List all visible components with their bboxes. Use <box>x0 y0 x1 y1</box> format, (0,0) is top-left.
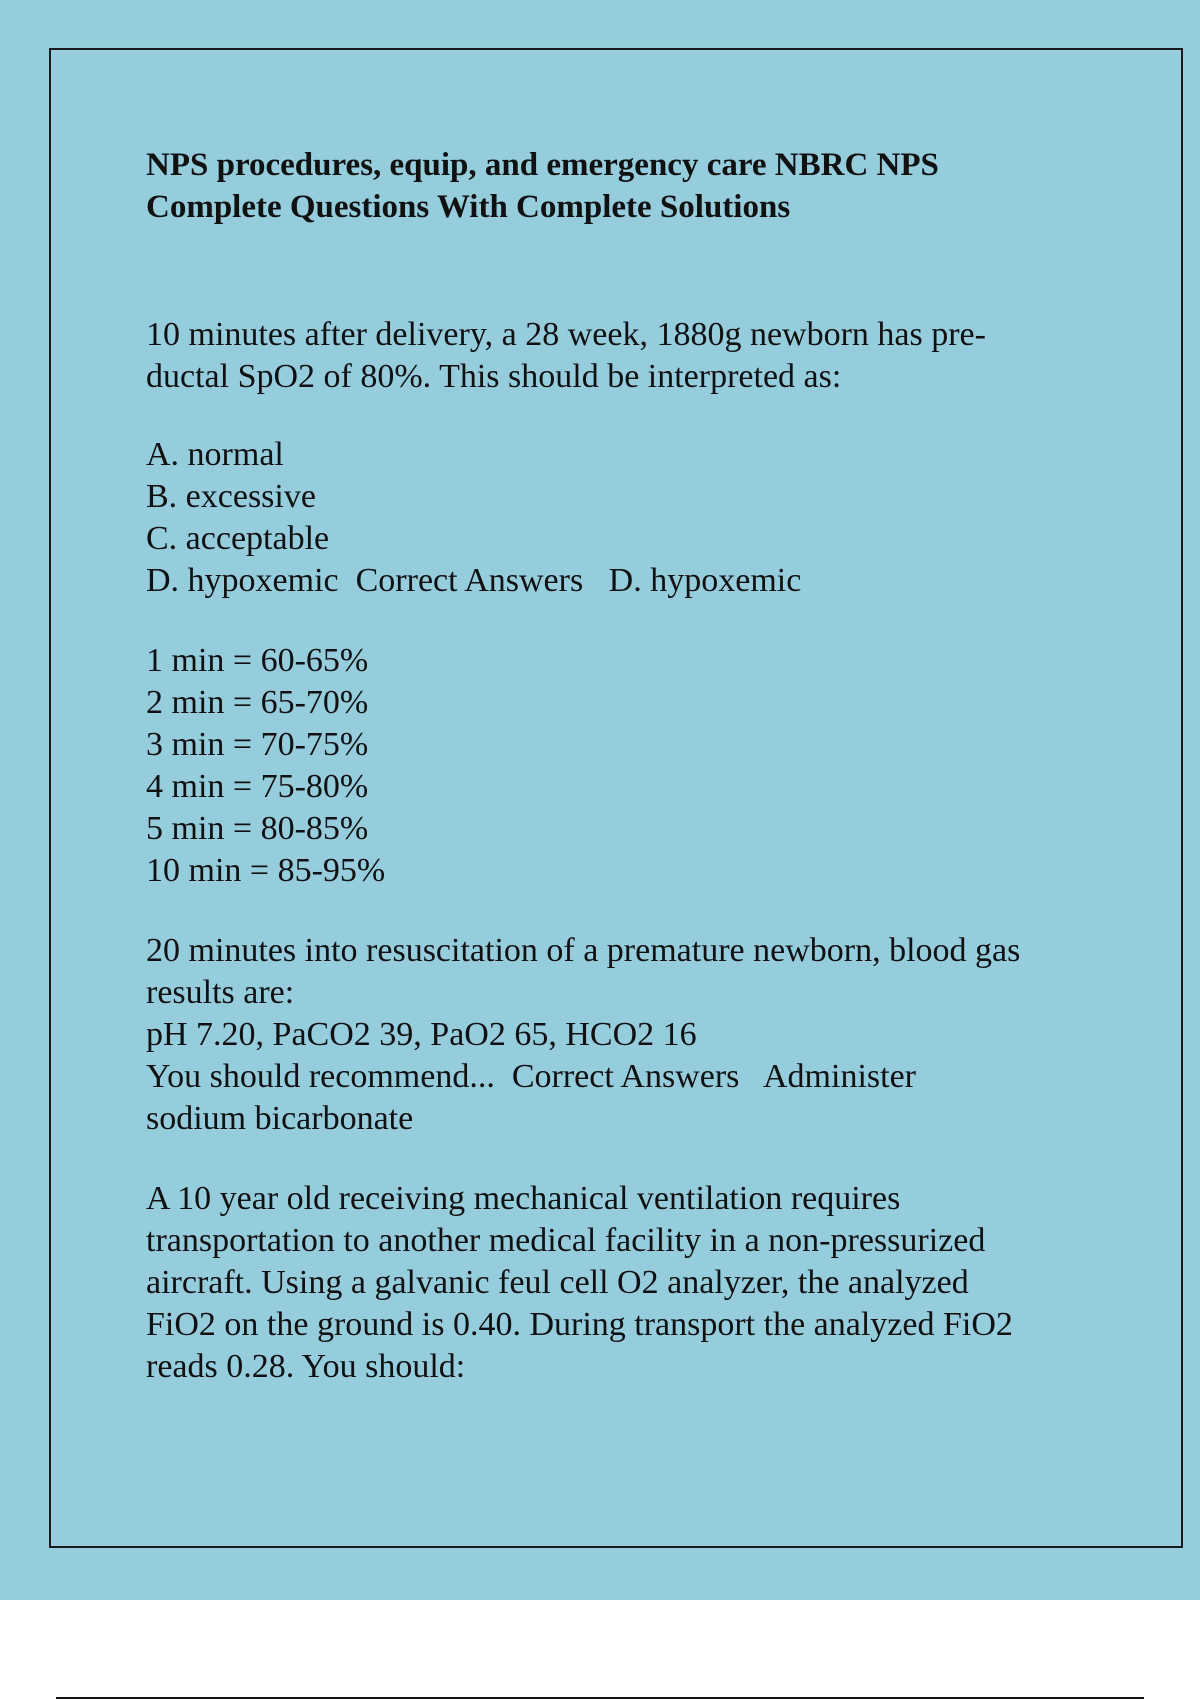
question-line: sodium bicarbonate <box>146 1100 414 1137</box>
question-line: results are: <box>146 974 295 1011</box>
explanation-line: 5 min = 80-85% <box>146 810 369 847</box>
question-line: 20 minutes into resuscitation of a premature newborn, blood gas <box>146 932 1021 969</box>
question-line: You should recommend... Correct Answers Administer <box>146 1058 916 1095</box>
question-2-text <box>146 930 1106 1140</box>
question-line: ductal SpO2 of 80%. This should be interpreted as: <box>146 358 842 395</box>
question-3-text <box>146 1178 1106 1388</box>
explanation-line: 3 min = 70-75% <box>146 726 369 763</box>
answer-option: C. acceptable <box>146 520 330 557</box>
answer-option: D. hypoxemic Correct Answers D. hypoxemic <box>146 562 802 599</box>
question-line: transportation to another medical facility in a non-pressurized <box>146 1222 986 1259</box>
question-line: A 10 year old receiving mechanical ventilation requires <box>146 1180 901 1217</box>
document-title <box>146 144 1106 228</box>
question-line: FiO2 on the ground is 0.40. During transport the analyzed FiO2 <box>146 1306 1013 1343</box>
explanation-line: 10 min = 85-95% <box>146 852 386 889</box>
answer-option: A. normal <box>146 436 284 473</box>
title-line: NPS procedures, equip, and emergency care NBRC NPS <box>146 147 939 183</box>
bottom-divider <box>56 1697 1144 1699</box>
explanation-line: 2 min = 65-70% <box>146 684 369 721</box>
question-line: reads 0.28. You should: <box>146 1348 466 1385</box>
document-content <box>146 144 1106 1388</box>
question-1-text <box>146 314 1106 398</box>
question-line: 10 minutes after delivery, a 28 week, 1880g newborn has pre- <box>146 316 986 353</box>
question-1-options <box>146 434 1106 602</box>
title-line: Complete Questions With Complete Solutions <box>146 189 791 225</box>
question-line: aircraft. Using a galvanic feul cell O2 analyzer, the analyzed <box>146 1264 969 1301</box>
question-line: pH 7.20, PaCO2 39, PaO2 65, HCO2 16 <box>146 1016 697 1053</box>
answer-option: B. excessive <box>146 478 316 515</box>
explanation-line: 4 min = 75-80% <box>146 768 369 805</box>
question-1-explanation <box>146 640 1106 892</box>
explanation-line: 1 min = 60-65% <box>146 642 369 679</box>
